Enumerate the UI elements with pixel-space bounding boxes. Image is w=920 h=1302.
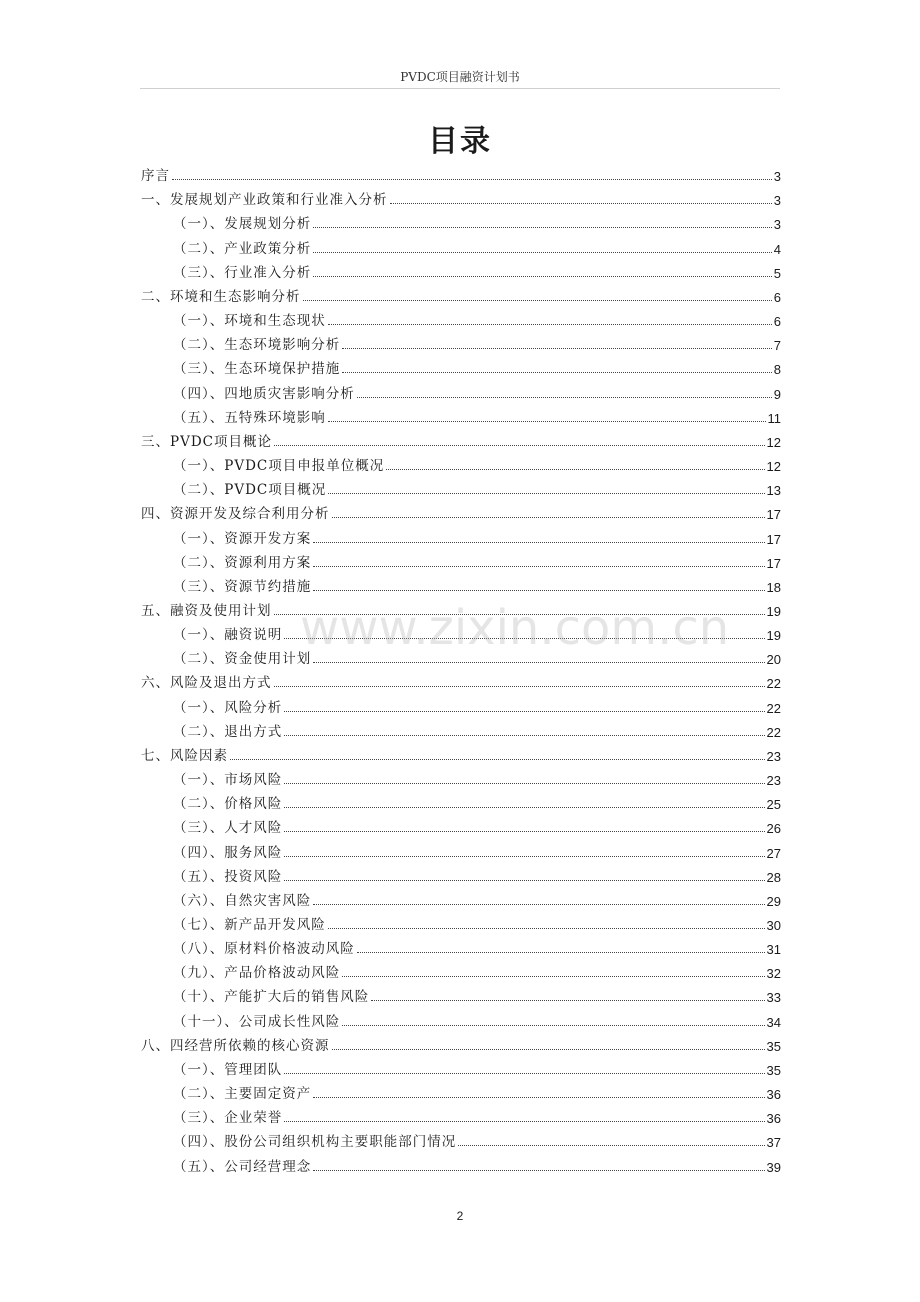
toc-dot-leader: [284, 880, 764, 881]
toc-subsection-entry[interactable]: [141, 885, 781, 909]
toc-dot-leader: [172, 179, 772, 180]
toc-entry-label: 五、融资及使用计划: [141, 602, 272, 619]
toc-entry-page-number: 37: [766, 1135, 781, 1151]
toc-entry-page-number: 36: [766, 1111, 781, 1127]
table-of-contents: [141, 160, 781, 1175]
toc-section-entry[interactable]: [141, 740, 781, 764]
toc-entry-page-number: 35: [766, 1038, 781, 1054]
toc-dot-leader: [313, 662, 764, 663]
toc-entry-page-number: 29: [766, 893, 781, 909]
toc-dot-leader: [303, 300, 772, 301]
toc-subsection-entry[interactable]: [141, 232, 781, 256]
toc-entry-label: （一）、PVDC项目申报单位概况: [173, 458, 385, 475]
toc-entry-label: （七）、新产品开发风险: [173, 917, 326, 933]
toc-dot-leader: [357, 952, 765, 953]
toc-dot-leader: [284, 807, 764, 808]
toc-entry-page-number: 36: [766, 1087, 781, 1103]
toc-dot-leader: [313, 227, 772, 228]
toc-subsection-entry[interactable]: [141, 1126, 781, 1150]
toc-entry-page-number: 20: [766, 652, 781, 668]
toc-subsection-entry[interactable]: [141, 1078, 781, 1102]
toc-entry-label: （八）、原材料价格波动风险: [173, 941, 355, 958]
toc-entry-page-number: 28: [766, 869, 781, 885]
toc-entry-page-number: 3: [773, 193, 781, 209]
toc-entry-page-number: 22: [766, 724, 781, 740]
toc-section-entry[interactable]: [141, 184, 781, 208]
toc-dot-leader: [284, 711, 764, 712]
toc-dot-leader: [284, 783, 764, 784]
toc-dot-leader: [274, 686, 765, 687]
toc-entry-page-number: 9: [773, 386, 781, 402]
toc-entry-label: 八、四经营所依赖的核心资源: [141, 1037, 330, 1054]
toc-dot-leader: [342, 348, 772, 349]
toc-entry-page-number: 17: [766, 507, 781, 523]
toc-subsection-entry[interactable]: [141, 1102, 781, 1126]
toc-dot-leader: [342, 1025, 764, 1026]
toc-entry-label: （二）、PVDC项目概况: [173, 482, 327, 499]
toc-subsection-entry[interactable]: [141, 691, 781, 715]
toc-entry-page-number: 23: [766, 773, 781, 789]
toc-entry-label: 四、资源开发及综合利用分析: [141, 506, 330, 523]
toc-entry-page-number: 35: [766, 1062, 781, 1078]
toc-entry-label: （四）、股份公司组织机构主要职能部门情况: [173, 1134, 457, 1151]
toc-subsection-entry[interactable]: [141, 909, 781, 933]
toc-dot-leader: [371, 1000, 764, 1001]
toc-entry-page-number: 12: [766, 459, 781, 475]
toc-entry-page-number: 7: [773, 338, 781, 354]
toc-dot-leader: [284, 856, 764, 857]
toc-entry-page-number: 23: [766, 748, 781, 764]
toc-subsection-entry[interactable]: [141, 933, 781, 957]
toc-subsection-entry[interactable]: [141, 522, 781, 546]
toc-entry-label: （四）、服务风险: [173, 844, 283, 861]
toc-dot-leader: [284, 1121, 764, 1122]
toc-entry-page-number: 6: [773, 289, 781, 305]
toc-entry-label: （二）、产业政策分析: [173, 240, 312, 257]
toc-entry-label: （一）、融资说明: [173, 627, 283, 644]
page-title: 目录: [428, 124, 492, 159]
toc-entry-page-number: 6: [773, 314, 781, 330]
toc-dot-leader: [284, 1073, 764, 1074]
toc-dot-leader: [274, 614, 765, 615]
toc-subsection-entry[interactable]: [141, 353, 781, 377]
toc-dot-leader: [313, 1170, 764, 1171]
toc-entry-label: （十一）、公司成长性风险: [173, 1013, 341, 1030]
toc-section-entry[interactable]: [141, 160, 781, 184]
toc-entry-page-number: 12: [766, 434, 781, 450]
toc-subsection-entry[interactable]: [141, 402, 781, 426]
toc-entry-page-number: 22: [766, 676, 781, 692]
toc-section-entry[interactable]: [141, 667, 781, 691]
toc-subsection-entry[interactable]: [141, 981, 781, 1005]
toc-subsection-entry[interactable]: [141, 764, 781, 788]
toc-dot-leader: [342, 372, 772, 373]
toc-entry-label: （一）、环境和生态现状: [173, 313, 326, 330]
toc-dot-leader: [357, 397, 772, 398]
toc-entry-label: （二）、价格风险: [173, 796, 283, 813]
toc-entry-label: （三）、行业准入分析: [173, 264, 312, 281]
toc-dot-leader: [313, 1097, 764, 1098]
toc-section-entry[interactable]: [141, 281, 781, 305]
toc-subsection-entry[interactable]: [141, 812, 781, 836]
toc-entry-page-number: 5: [773, 265, 781, 281]
toc-subsection-entry[interactable]: [141, 257, 781, 281]
toc-subsection-entry[interactable]: [141, 836, 781, 860]
toc-dot-leader: [284, 638, 764, 639]
toc-entry-page-number: 19: [766, 628, 781, 644]
toc-subsection-entry[interactable]: [141, 474, 781, 498]
toc-dot-leader: [230, 759, 765, 760]
toc-entry-page-number: 39: [766, 1159, 781, 1175]
running-header: PVDC项目融资计划书: [400, 70, 520, 84]
toc-entry-label: （四）、四地质灾害影响分析: [173, 385, 355, 402]
toc-entry-page-number: 8: [773, 362, 781, 378]
toc-entry-label: 二、环境和生态影响分析: [141, 288, 301, 305]
toc-subsection-entry[interactable]: [141, 208, 781, 232]
toc-entry-page-number: 30: [766, 918, 781, 933]
toc-entry-label: （五）、五特殊环境影响: [173, 409, 326, 426]
toc-dot-leader: [274, 445, 765, 446]
toc-entry-page-number: 18: [766, 579, 781, 595]
toc-entry-label: （九）、产品价格波动风险: [173, 965, 341, 982]
toc-section-entry[interactable]: [141, 426, 781, 450]
toc-dot-leader: [328, 928, 765, 929]
toc-subsection-entry[interactable]: [141, 547, 781, 571]
toc-section-entry[interactable]: [141, 1030, 781, 1054]
toc-entry-label: （二）、资源利用方案: [173, 554, 312, 571]
toc-entry-page-number: 33: [766, 990, 781, 1006]
toc-entry-page-number: 17: [766, 555, 781, 571]
toc-section-entry[interactable]: [141, 595, 781, 619]
page-number: 2: [456, 1209, 464, 1223]
toc-dot-leader: [328, 493, 764, 494]
toc-entry-page-number: 4: [773, 241, 781, 257]
toc-entry-label: （六）、自然灾害风险: [173, 892, 312, 909]
toc-subsection-entry[interactable]: [141, 377, 781, 401]
toc-dot-leader: [313, 566, 764, 567]
toc-subsection-entry[interactable]: [141, 305, 781, 329]
toc-subsection-entry[interactable]: [141, 643, 781, 667]
toc-dot-leader: [332, 1049, 765, 1050]
toc-entry-page-number: 25: [766, 797, 781, 813]
toc-entry-label: （一）、风险分析: [173, 699, 283, 716]
toc-subsection-entry[interactable]: [141, 1054, 781, 1078]
toc-entry-page-number: 31: [766, 942, 781, 958]
toc-dot-leader: [386, 469, 764, 470]
toc-dot-leader: [284, 735, 764, 736]
toc-entry-label: （三）、生态环境保护措施: [173, 361, 341, 378]
toc-dot-leader: [313, 904, 764, 905]
toc-entry-page-number: 26: [766, 821, 781, 837]
toc-entry-page-number: 27: [766, 845, 781, 861]
toc-entry-label: 一、发展规划产业政策和行业准入分析: [141, 192, 388, 209]
toc-entry-label: 六、风险及退出方式: [141, 675, 272, 692]
toc-subsection-entry[interactable]: [141, 1150, 781, 1174]
toc-entry-label: （五）、投资风险: [173, 868, 283, 885]
toc-subsection-entry[interactable]: [141, 861, 781, 885]
toc-dot-leader: [313, 590, 764, 591]
toc-entry-label: （一）、资源开发方案: [173, 530, 312, 547]
toc-subsection-entry[interactable]: [141, 571, 781, 595]
toc-entry-label: （三）、人才风险: [173, 820, 283, 837]
toc-subsection-entry[interactable]: [141, 1005, 781, 1029]
toc-entry-label: （二）、主要固定资产: [173, 1086, 312, 1103]
toc-entry-page-number: 3: [773, 217, 781, 233]
toc-entry-label: 七、风险因素: [141, 747, 228, 764]
toc-dot-leader: [342, 976, 764, 977]
toc-entry-label: （十）、产能扩大后的销售风险: [173, 989, 370, 1006]
toc-entry-label: （一）、发展规划分析: [173, 216, 312, 233]
toc-dot-leader: [458, 1145, 764, 1146]
toc-entry-label: （五）、公司经营理念: [173, 1158, 312, 1175]
toc-subsection-entry[interactable]: [141, 957, 781, 981]
toc-entry-page-number: 3: [773, 169, 781, 185]
toc-dot-leader: [328, 324, 772, 325]
toc-entry-label: （三）、资源节约措施: [173, 578, 312, 595]
header-divider: [140, 88, 780, 89]
toc-subsection-entry[interactable]: [141, 788, 781, 812]
toc-dot-leader: [313, 252, 772, 253]
toc-entry-page-number: 13: [766, 483, 781, 499]
toc-subsection-entry[interactable]: [141, 329, 781, 353]
toc-entry-label: （一）、管理团队: [173, 1061, 283, 1078]
toc-dot-leader: [332, 517, 765, 518]
toc-dot-leader: [313, 542, 764, 543]
toc-entry-page-number: 17: [766, 531, 781, 547]
toc-dot-leader: [284, 831, 764, 832]
toc-subsection-entry[interactable]: [141, 450, 781, 474]
toc-entry-label: （二）、资金使用计划: [173, 651, 312, 668]
toc-entry-label: （一）、市场风险: [173, 772, 283, 789]
toc-entry-page-number: 19: [766, 603, 781, 619]
toc-entry-label: 三、PVDC项目概论: [141, 433, 272, 450]
toc-section-entry[interactable]: [141, 498, 781, 522]
toc-dot-leader: [390, 203, 772, 204]
toc-entry-page-number: 22: [766, 700, 781, 716]
toc-entry-label: （二）、生态环境影响分析: [173, 337, 341, 354]
toc-entry-page-number: 32: [766, 966, 781, 982]
toc-entry-label: （二）、退出方式: [173, 723, 283, 740]
toc-subsection-entry[interactable]: [141, 619, 781, 643]
toc-entry-label: （三）、企业荣誉: [173, 1110, 283, 1127]
toc-entry-page-number: 11: [767, 410, 781, 426]
toc-dot-leader: [328, 421, 766, 422]
toc-subsection-entry[interactable]: [141, 716, 781, 740]
toc-entry-label: 序言: [141, 168, 170, 185]
toc-dot-leader: [313, 276, 772, 277]
toc-entry-page-number: 34: [766, 1014, 781, 1030]
watermark: www.zixin.com.cn: [300, 600, 730, 656]
